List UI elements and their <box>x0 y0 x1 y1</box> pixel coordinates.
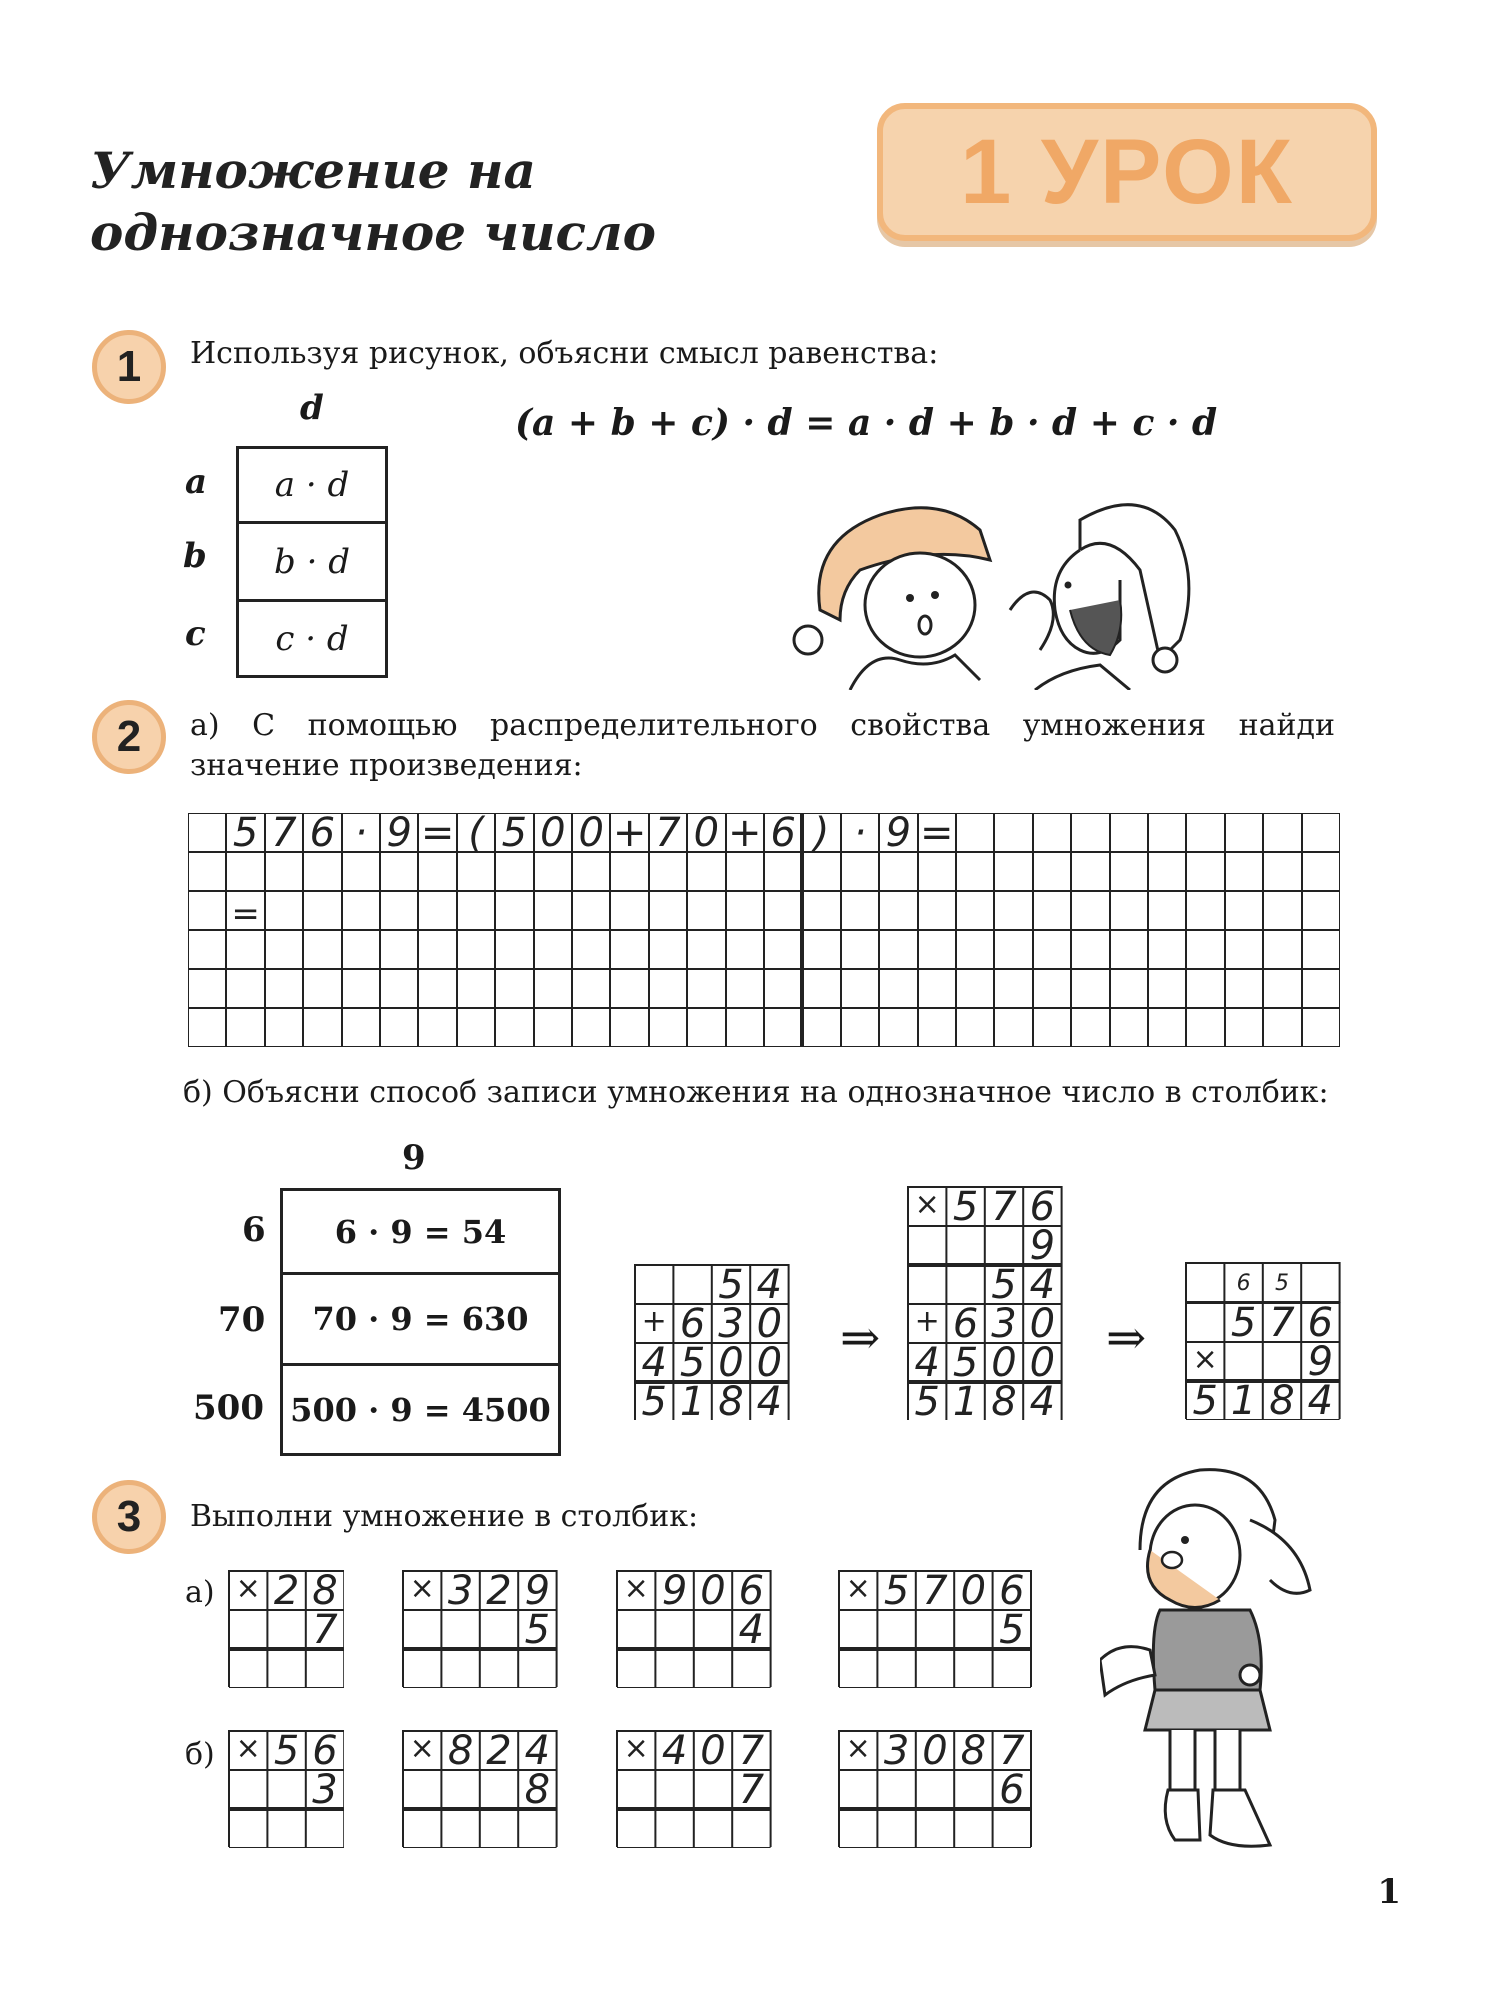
task3-a-3[interactable] <box>616 1570 772 1688</box>
digit: 4 <box>661 1730 688 1774</box>
digit: 5 <box>1192 1378 1218 1420</box>
grid-char: 0 <box>540 813 566 856</box>
task1-text: Используя рисунок, объясни смысл равенства: <box>190 336 939 371</box>
digit: 3 <box>991 1301 1017 1347</box>
task-number-1: 1 <box>92 330 166 404</box>
digit: 3 <box>447 1570 474 1614</box>
task1-row-label-b: b <box>183 536 207 576</box>
digit: 9 <box>661 1570 688 1614</box>
sign: × <box>623 1571 649 1606</box>
digit: 0 <box>991 1340 1017 1386</box>
task1-row-label-a: a <box>185 462 208 502</box>
grid-char: + <box>728 813 762 856</box>
digit: 8 <box>718 1379 744 1420</box>
digit: 8 <box>1269 1378 1295 1420</box>
digit: 7 <box>991 1186 1017 1230</box>
digit: 4 <box>1029 1379 1056 1420</box>
digit: 0 <box>1029 1340 1056 1386</box>
lesson-badge-text: 1 УРОК <box>960 120 1294 223</box>
task3-b-4[interactable] <box>838 1730 1032 1848</box>
digit: 0 <box>700 1730 726 1774</box>
digit: 1 <box>952 1379 979 1420</box>
digit: 4 <box>641 1340 667 1386</box>
task2-column-sum <box>634 1264 826 1420</box>
digit: 3 <box>883 1730 910 1774</box>
grid-char: 7 <box>271 813 297 856</box>
grid-char: 9 <box>885 813 912 856</box>
carry-digit: 5 <box>1275 1271 1289 1296</box>
title-line-1: Умножение на <box>90 141 536 200</box>
task2-top-label: 9 <box>402 1138 426 1178</box>
digit: 3 <box>718 1301 744 1347</box>
digit: 5 <box>718 1264 744 1308</box>
task1-area-model <box>236 446 388 678</box>
sign: × <box>623 1731 649 1766</box>
task2-part-a-text: а) С помощью распределительного свойства умножения найди значение произведения: <box>190 708 1335 783</box>
task1-cell-ad: a · d <box>239 449 385 524</box>
grid-char: = <box>920 813 954 856</box>
task1-equation: (a + b + c) · d = a · d + b · d + c · d <box>515 402 1218 444</box>
task3-a-4[interactable] <box>838 1570 1032 1688</box>
digit: 5 <box>641 1379 667 1420</box>
gnomes-illustration <box>780 490 1210 690</box>
grid-char: ( <box>468 813 484 856</box>
digit: 7 <box>999 1730 1025 1774</box>
digit: 6 <box>738 1570 765 1614</box>
task3-a-1[interactable] <box>228 1570 344 1688</box>
task-number-2: 2 <box>92 700 166 774</box>
digit: 6 <box>1029 1186 1056 1230</box>
sign: × <box>409 1571 435 1606</box>
digit: 7 <box>738 1767 765 1813</box>
digit: 7 <box>1269 1300 1295 1346</box>
digit: 6 <box>999 1767 1025 1813</box>
task3-text: Выполни умножение в столбик: <box>190 1499 699 1534</box>
grid-char: 6 <box>770 813 796 856</box>
digit: 5 <box>524 1607 551 1653</box>
digit: 0 <box>756 1340 783 1386</box>
sign: × <box>1192 1342 1218 1377</box>
grid-char: 0 <box>578 813 604 856</box>
digit: 5 <box>952 1340 979 1386</box>
digit: 5 <box>952 1186 979 1230</box>
grid-char: + <box>612 813 647 856</box>
digit: 6 <box>1307 1300 1334 1346</box>
arrow-2: ⇒ <box>1106 1310 1147 1366</box>
digit: 9 <box>1029 1223 1056 1269</box>
digit: 2 <box>486 1730 512 1774</box>
task2-cell-54: 6 · 9 = 54 <box>283 1191 558 1275</box>
task3-b-1[interactable] <box>228 1730 344 1848</box>
task3-b-2[interactable] <box>402 1730 558 1848</box>
sign: × <box>845 1731 871 1766</box>
task3-b-3[interactable] <box>616 1730 772 1848</box>
digit: 1 <box>679 1379 706 1420</box>
page-title <box>90 140 656 264</box>
sign: × <box>914 1187 940 1222</box>
sign: × <box>235 1571 261 1606</box>
task3-a-2[interactable] <box>402 1570 558 1688</box>
digit: 2 <box>486 1570 512 1614</box>
task1-top-label: d <box>300 388 324 428</box>
grid-char: 7 <box>655 813 681 856</box>
carry-digit: 6 <box>1236 1271 1251 1296</box>
digit: 0 <box>718 1340 744 1386</box>
digit: 3 <box>312 1767 338 1813</box>
task2-area-model <box>280 1188 561 1456</box>
task3-label-a: а) <box>185 1575 215 1610</box>
digit: 4 <box>1029 1262 1056 1308</box>
digit: 0 <box>700 1570 726 1614</box>
digit: 5 <box>999 1607 1025 1653</box>
digit: 4 <box>738 1607 765 1653</box>
sign: × <box>845 1571 871 1606</box>
digit: 5 <box>883 1570 910 1614</box>
digit: 4 <box>524 1730 551 1774</box>
digit: 0 <box>756 1301 783 1347</box>
digit: 2 <box>273 1570 300 1614</box>
digit: 4 <box>914 1340 940 1386</box>
task1-cell-bd: b · d <box>239 524 385 602</box>
digit: 0 <box>1029 1301 1056 1347</box>
sign: + <box>914 1304 940 1339</box>
task-number-3: 3 <box>92 1480 166 1554</box>
lesson-badge <box>877 103 1377 241</box>
task2-column-short <box>1185 1262 1341 1420</box>
task3-label-b: б) <box>185 1737 215 1772</box>
task1-row-label-c: c <box>185 614 206 654</box>
task2-cell-630: 70 · 9 = 630 <box>283 1275 558 1366</box>
grid-char: 5 <box>501 813 528 856</box>
grid-char: 6 <box>309 813 336 856</box>
page-number: 1 <box>1377 1872 1401 1912</box>
digit: 7 <box>312 1607 338 1653</box>
grid-char: · <box>853 813 867 856</box>
digit: 0 <box>922 1730 948 1774</box>
grid-char: = <box>420 813 455 856</box>
grid-equals: = <box>231 894 260 934</box>
digit: 9 <box>524 1570 551 1614</box>
digit: 8 <box>524 1767 551 1813</box>
gnome-with-horn-illustration <box>1100 1460 1330 1850</box>
digit: 4 <box>756 1379 783 1420</box>
grid-char: · <box>354 813 368 856</box>
digit: 7 <box>922 1570 948 1614</box>
task2-part-b-text: б) Объясни способ записи умножения на однозначное число в столбик: <box>183 1075 1329 1110</box>
digit: 5 <box>273 1730 300 1774</box>
digit: 6 <box>312 1730 338 1774</box>
arrow-1: ⇒ <box>840 1310 881 1366</box>
grid-char: 9 <box>386 813 412 856</box>
digit: 5 <box>914 1379 940 1420</box>
task2-row-label-70: 70 <box>218 1300 266 1340</box>
sign: × <box>409 1731 435 1766</box>
digit: 9 <box>1307 1339 1334 1385</box>
digit: 4 <box>756 1264 783 1308</box>
grid-char: 0 <box>693 813 720 856</box>
digit: 8 <box>991 1379 1017 1420</box>
grid-char: ) <box>813 813 830 856</box>
grid-char: 5 <box>232 813 259 856</box>
task2-row-label-6: 6 <box>242 1210 266 1250</box>
digit: 8 <box>447 1730 474 1774</box>
digit: 8 <box>960 1730 987 1774</box>
digit: 6 <box>999 1570 1025 1614</box>
digit: 5 <box>991 1262 1017 1308</box>
digit: 0 <box>960 1570 987 1614</box>
task2-writing-grid <box>188 813 1340 1047</box>
digit: 1 <box>1230 1378 1257 1420</box>
digit: 5 <box>679 1340 706 1386</box>
digit: 6 <box>952 1301 979 1347</box>
task2-row-label-500: 500 <box>193 1388 264 1428</box>
digit: 8 <box>312 1570 338 1614</box>
title-line-2: однозначное число <box>90 203 656 262</box>
task2-column-expanded <box>907 1186 1099 1420</box>
task2-cell-4500: 500 · 9 = 4500 <box>290 1390 551 1429</box>
sign: × <box>235 1731 261 1766</box>
task1-cell-cd: c · d <box>275 618 349 659</box>
digit: 6 <box>679 1301 706 1347</box>
digit: 5 <box>1230 1300 1257 1346</box>
digit: 7 <box>738 1730 765 1774</box>
sign: + <box>641 1304 667 1339</box>
digit: 4 <box>1307 1378 1334 1420</box>
